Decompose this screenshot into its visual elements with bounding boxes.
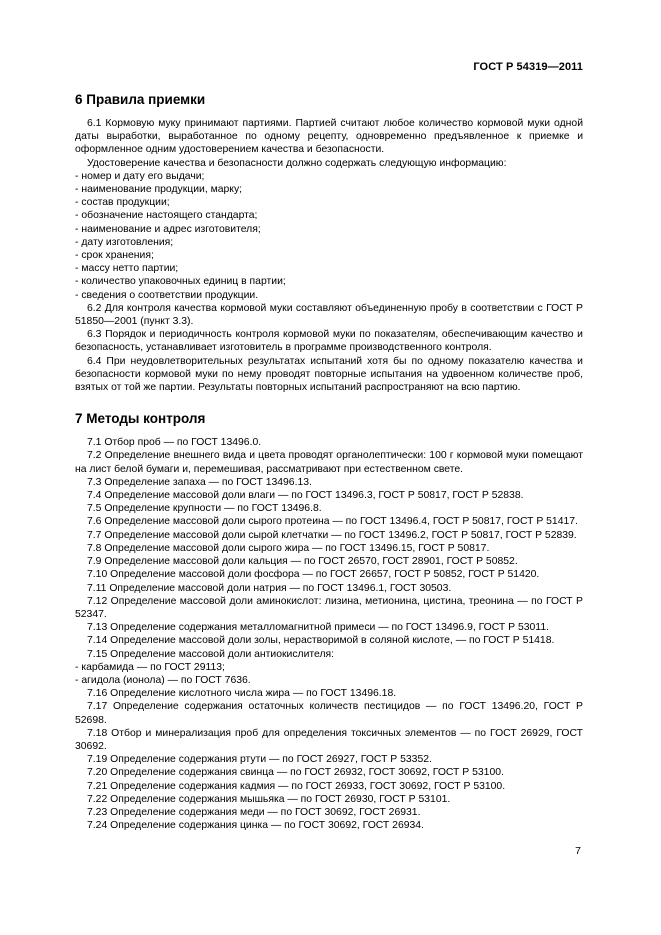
method-item: 7.20 Определение содержания свинца — по ГОСТ 26932, ГОСТ 30692, ГОСТ Р 53100.	[87, 767, 504, 779]
paragraph-6-1: 6.1 Кормовую муку принимают партиями. Партией считают любое количество кормовой муки одной даты выработки, выработанное по одному рецепту, одновременно предъявленное к приемке и оформленное одним удостоверением качества и безопасности.	[75, 118, 583, 156]
method-item: 7.23 Определение содержания меди — по ГОСТ 30692, ГОСТ 26931.	[87, 806, 421, 818]
list-item: - номер и дату его выдачи;	[75, 170, 205, 182]
method-item: 7.5 Определение крупности — по ГОСТ 13496.8.	[87, 503, 322, 515]
method-item: 7.9 Определение массовой доли кальция — по ГОСТ 26570, ГОСТ 28901, ГОСТ Р 50852.	[87, 556, 518, 568]
standard-code-header: ГОСТ Р 54319—2011	[473, 61, 583, 73]
paragraph-6-4: 6.4 При неудовлетворительных результатах испытаний хотя бы по одному показателю качества и безопасности кормовой муки по нему проводят повторные испытания на удвоенном количестве проб, взятых от той же партии. Результаты повторных испытаний распространяют на всю партию.	[75, 355, 583, 394]
method-item: 7.24 Определение содержания цинка — по ГОСТ 30692, ГОСТ 26934.	[87, 820, 424, 832]
list-item: - массу нетто партии;	[75, 263, 179, 275]
section-6-title: 6 Правила приемки	[75, 92, 206, 107]
list-item: - наименование продукции, марку;	[75, 184, 243, 196]
paragraph-6-2: 6.2 Для контроля качества кормовой муки составляют объединенную пробу в соответствии с ГОСТ Р 51850—2001 (пункт 3.3).	[75, 302, 583, 328]
method-item: 7.6 Определение массовой доли сырого протеина — по ГОСТ 13496.4, ГОСТ Р 50817, ГОСТ Р 51417.	[87, 516, 578, 528]
method-item: 7.15 Определение массовой доли антиокислителя:	[87, 648, 335, 660]
list-item: - количество упаковочных единиц в партии;	[75, 276, 286, 288]
list-item: - наименование и адрес изготовителя;	[75, 223, 261, 235]
list-item: - агидола (ионола) — по ГОСТ 7636.	[75, 674, 251, 686]
method-item: 7.11 Определение массовой доли натрия — по ГОСТ 13496.1, ГОСТ 30503.	[87, 582, 452, 594]
method-item: 7.17 Определение содержания остаточных количеств пестицидов — по ГОСТ 13496.20, ГОСТ Р 52698.	[75, 701, 583, 726]
page-content	[75, 92, 583, 832]
list-item: - карбамида — по ГОСТ 29113;	[75, 661, 225, 673]
certificate-list	[75, 170, 583, 302]
list-item: - обозначение настоящего стандарта;	[75, 210, 258, 222]
method-item: 7.8 Определение массовой доли сырого жира — по ГОСТ 13496.15, ГОСТ Р 50817.	[87, 542, 490, 554]
method-item: 7.7 Определение массовой доли сырой клетчатки — по ГОСТ 13496.2, ГОСТ Р 50817, ГОСТ Р 52839.	[87, 529, 577, 541]
list-item: - дату изготовления;	[75, 236, 174, 248]
method-item: 7.3 Определение запаха — по ГОСТ 13496.13.	[87, 476, 312, 488]
list-item: - сведения о соответствии продукции.	[75, 289, 259, 301]
page-number: 7	[575, 845, 581, 857]
method-item: 7.14 Определение массовой доли золы, нерастворимой в соляной кислоте, — по ГОСТ Р 51418.	[87, 635, 555, 647]
method-item: 7.22 Определение содержания мышьяка — по ГОСТ 26930, ГОСТ Р 53101.	[87, 793, 451, 805]
section-7-title: 7 Методы контроля	[75, 411, 206, 427]
method-item: 7.12 Определение массовой доли аминокислот: лизина, метионина, цистина, треонина — по ГОСТ Р 52347.	[75, 595, 583, 620]
method-item: 7.4 Определение массовой доли влаги — по ГОСТ 13496.3, ГОСТ Р 50817, ГОСТ Р 52838.	[87, 490, 524, 502]
method-item: 7.19 Определение содержания ртути — по ГОСТ 26927, ГОСТ Р 53352.	[87, 754, 432, 766]
method-item: 7.21 Определение содержания кадмия — по ГОСТ 26933, ГОСТ 30692, ГОСТ Р 53100.	[87, 780, 506, 792]
method-item: 7.10 Определение массовой доли фосфора — по ГОСТ 26657, ГОСТ Р 50852, ГОСТ Р 51420.	[87, 569, 540, 581]
method-item: 7.18 Отбор и минерализация проб для определения токсичных элементов — по ГОСТ 26929, ГОСТ 30692.	[75, 727, 583, 752]
method-item: 7.16 Определение кислотного числа жира — по ГОСТ 13496.18.	[87, 688, 397, 700]
certificate-intro: Удостоверение качества и безопасности должно содержать следующую информацию:	[87, 157, 507, 169]
method-item: 7.1 Отбор проб — по ГОСТ 13496.0.	[87, 437, 262, 449]
method-item: 7.13 Определение содержания металломагнитной примеси — по ГОСТ 13496.9, ГОСТ Р 53011.	[87, 622, 549, 634]
list-item: - срок хранения;	[75, 250, 154, 262]
list-item: - состав продукции;	[75, 197, 170, 209]
method-item: 7.2 Определение внешнего вида и цвета проводят органолептически: 100 г кормовой муки помещают на лист белой бумаги и, перемешивая, рассматривают при естественном свете.	[75, 450, 583, 475]
paragraph-6-3: 6.3 Порядок и периодичность контроля кормовой муки по показателям, обеспечивающим качество и безопасность, устанавливает изготовитель в программе производственного контроля.	[75, 329, 583, 354]
